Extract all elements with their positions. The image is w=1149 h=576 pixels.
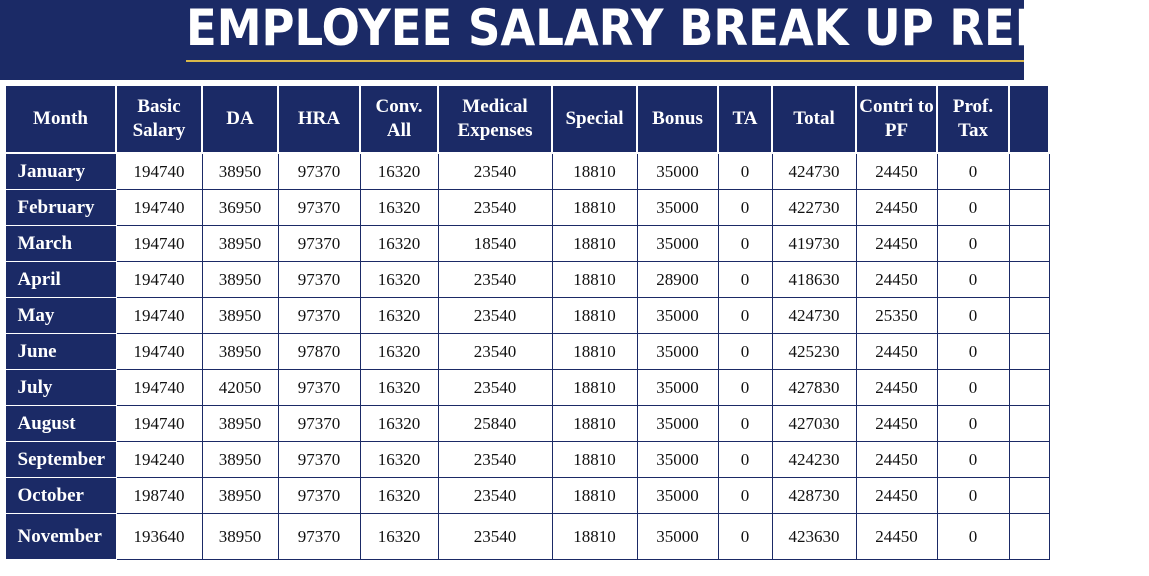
column-header-conv-all: Conv. All	[360, 85, 438, 153]
table-cell: 42050	[202, 370, 278, 406]
table-cell: 23540	[438, 370, 552, 406]
table-cell: 38950	[202, 406, 278, 442]
month-cell: June	[5, 334, 116, 370]
table-cell: 97370	[278, 478, 360, 514]
table-cell: 418630	[772, 262, 856, 298]
table-cell: 23540	[438, 442, 552, 478]
table-cell: 97370	[278, 298, 360, 334]
table-cell: 16320	[360, 334, 438, 370]
table-cell: 23540	[438, 153, 552, 190]
table-cell	[1009, 406, 1049, 442]
table-cell	[1009, 226, 1049, 262]
table-cell: 38950	[202, 478, 278, 514]
table-row	[5, 442, 1049, 478]
table-cell: 0	[937, 478, 1009, 514]
table-cell: 35000	[637, 442, 718, 478]
table-cell: 38950	[202, 153, 278, 190]
table-cell: 0	[937, 514, 1009, 560]
table-cell: 18810	[552, 370, 637, 406]
column-header-hra: HRA	[278, 85, 360, 153]
table-cell: 0	[718, 406, 772, 442]
table-cell: 97370	[278, 442, 360, 478]
table-cell: 18810	[552, 298, 637, 334]
table-cell: 0	[937, 226, 1009, 262]
table-cell: 35000	[637, 153, 718, 190]
table-cell: 16320	[360, 298, 438, 334]
table-row	[5, 370, 1049, 406]
table-cell: 23540	[438, 514, 552, 560]
table-cell: 0	[937, 406, 1009, 442]
table-cell: 16320	[360, 370, 438, 406]
table-cell: 428730	[772, 478, 856, 514]
table-cell: 35000	[637, 514, 718, 560]
table-cell: 424230	[772, 442, 856, 478]
table-cell: 0	[937, 370, 1009, 406]
table-cell	[1009, 298, 1049, 334]
table-cell: 23540	[438, 334, 552, 370]
table-cell	[1009, 153, 1049, 190]
table-cell: 16320	[360, 153, 438, 190]
table-cell: 38950	[202, 226, 278, 262]
table-cell: 97370	[278, 153, 360, 190]
table-cell	[1009, 442, 1049, 478]
column-header-da: DA	[202, 85, 278, 153]
column-header-contri-to-pf: Contri to PF	[856, 85, 937, 153]
table-cell: 24450	[856, 334, 937, 370]
table-cell: 38950	[202, 514, 278, 560]
month-cell: March	[5, 226, 116, 262]
table-cell: 38950	[202, 262, 278, 298]
table-cell: 0	[718, 153, 772, 190]
table-cell: 194740	[116, 370, 202, 406]
table-cell: 0	[718, 370, 772, 406]
table-cell: 18810	[552, 262, 637, 298]
table-cell: 97370	[278, 514, 360, 560]
table-cell: 97370	[278, 190, 360, 226]
table-cell: 424730	[772, 153, 856, 190]
column-header-bonus: Bonus	[637, 85, 718, 153]
table-row	[5, 262, 1049, 298]
table-cell	[1009, 478, 1049, 514]
table-cell: 419730	[772, 226, 856, 262]
table-cell: 194740	[116, 153, 202, 190]
month-cell: November	[5, 514, 116, 560]
table-cell: 16320	[360, 406, 438, 442]
table-cell	[1009, 334, 1049, 370]
table-cell: 18810	[552, 226, 637, 262]
column-header-basic-salary-text: Basic Salary	[132, 96, 186, 141]
table-cell: 24450	[856, 442, 937, 478]
title-underline	[186, 60, 1024, 62]
table-cell: 18810	[552, 153, 637, 190]
table-cell: 18810	[552, 406, 637, 442]
table-cell: 16320	[360, 262, 438, 298]
column-header-medical-expenses: Medical Expenses	[438, 85, 552, 153]
salary-table	[4, 84, 1050, 560]
table-cell: 16320	[360, 190, 438, 226]
table-cell: 0	[718, 334, 772, 370]
table-cell: 423630	[772, 514, 856, 560]
table-cell: 0	[718, 514, 772, 560]
table-cell: 198740	[116, 478, 202, 514]
table-cell: 0	[718, 190, 772, 226]
table-row	[5, 226, 1049, 262]
table-cell: 18810	[552, 478, 637, 514]
report-title: EMPLOYEE SALARY BREAK UP REPORT	[186, 0, 1149, 57]
table-row	[5, 478, 1049, 514]
table-cell: 18810	[552, 442, 637, 478]
table-cell: 0	[937, 334, 1009, 370]
table-cell: 28900	[637, 262, 718, 298]
table-row	[5, 406, 1049, 442]
table-row	[5, 334, 1049, 370]
table-cell: 16320	[360, 478, 438, 514]
table-cell: 18810	[552, 334, 637, 370]
table-cell: 35000	[637, 334, 718, 370]
table-cell: 38950	[202, 442, 278, 478]
column-header-special: Special	[552, 85, 637, 153]
table-row	[5, 514, 1049, 560]
table-cell: 422730	[772, 190, 856, 226]
table-cell: 0	[718, 478, 772, 514]
table-cell: 25840	[438, 406, 552, 442]
table-cell: 97870	[278, 334, 360, 370]
table-cell: 427030	[772, 406, 856, 442]
table-cell: 35000	[637, 190, 718, 226]
table-cell: 35000	[637, 370, 718, 406]
table-cell: 97370	[278, 370, 360, 406]
table-cell: 18540	[438, 226, 552, 262]
table-cell: 427830	[772, 370, 856, 406]
title-banner	[0, 0, 1149, 80]
table-cell: 193640	[116, 514, 202, 560]
table-cell: 24450	[856, 153, 937, 190]
table-cell: 0	[937, 442, 1009, 478]
table-cell: 24450	[856, 514, 937, 560]
table-cell: 424730	[772, 298, 856, 334]
table-cell: 97370	[278, 406, 360, 442]
column-header-cut-off	[1009, 85, 1049, 153]
table-cell: 24450	[856, 262, 937, 298]
table-cell: 18810	[552, 190, 637, 226]
table-cell: 194740	[116, 334, 202, 370]
month-cell: May	[5, 298, 116, 334]
table-row	[5, 298, 1049, 334]
table-cell: 97370	[278, 262, 360, 298]
table-cell: 16320	[360, 442, 438, 478]
table-cell: 194740	[116, 298, 202, 334]
month-cell: April	[5, 262, 116, 298]
table-cell: 0	[718, 298, 772, 334]
table-cell: 194740	[116, 406, 202, 442]
table-cell: 23540	[438, 190, 552, 226]
table-cell: 0	[718, 442, 772, 478]
table-cell: 38950	[202, 298, 278, 334]
table-cell: 0	[718, 226, 772, 262]
table-cell: 24450	[856, 190, 937, 226]
table-row	[5, 153, 1049, 190]
table-cell: 0	[937, 262, 1009, 298]
month-cell: August	[5, 406, 116, 442]
month-cell: October	[5, 478, 116, 514]
table-cell	[1009, 262, 1049, 298]
table-cell	[1009, 190, 1049, 226]
column-header-total: Total	[772, 85, 856, 153]
column-header-basic-salary	[116, 85, 202, 153]
table-cell: 36950	[202, 190, 278, 226]
table-row	[5, 190, 1049, 226]
table-cell: 35000	[637, 406, 718, 442]
table-cell: 35000	[637, 478, 718, 514]
column-header-ta: TA	[718, 85, 772, 153]
table-body	[5, 153, 1049, 560]
month-cell: February	[5, 190, 116, 226]
column-header-prof-tax: Prof. Tax	[937, 85, 1009, 153]
month-cell: January	[5, 153, 116, 190]
table-cell: 24450	[856, 226, 937, 262]
table-cell: 194240	[116, 442, 202, 478]
table-cell: 0	[937, 298, 1009, 334]
table-cell: 0	[937, 190, 1009, 226]
table-cell: 23540	[438, 262, 552, 298]
table-cell: 194740	[116, 226, 202, 262]
table-cell: 16320	[360, 226, 438, 262]
table-cell: 16320	[360, 514, 438, 560]
table-cell: 0	[718, 262, 772, 298]
table-cell: 97370	[278, 226, 360, 262]
table-cell: 38950	[202, 334, 278, 370]
table-cell: 194740	[116, 190, 202, 226]
month-cell: September	[5, 442, 116, 478]
table-cell: 35000	[637, 298, 718, 334]
table-cell	[1009, 370, 1049, 406]
table-header-row	[5, 85, 1049, 153]
table-cell: 0	[937, 153, 1009, 190]
table-cell: 25350	[856, 298, 937, 334]
table-cell: 23540	[438, 298, 552, 334]
table-cell: 18810	[552, 514, 637, 560]
table-cell: 425230	[772, 334, 856, 370]
table-cell: 24450	[856, 370, 937, 406]
table-cell	[1009, 514, 1049, 560]
table-cell: 24450	[856, 478, 937, 514]
column-header-month: Month	[5, 85, 116, 153]
month-cell: July	[5, 370, 116, 406]
table-cell: 24450	[856, 406, 937, 442]
table-cell: 23540	[438, 478, 552, 514]
table-cell: 35000	[637, 226, 718, 262]
table-cell: 194740	[116, 262, 202, 298]
